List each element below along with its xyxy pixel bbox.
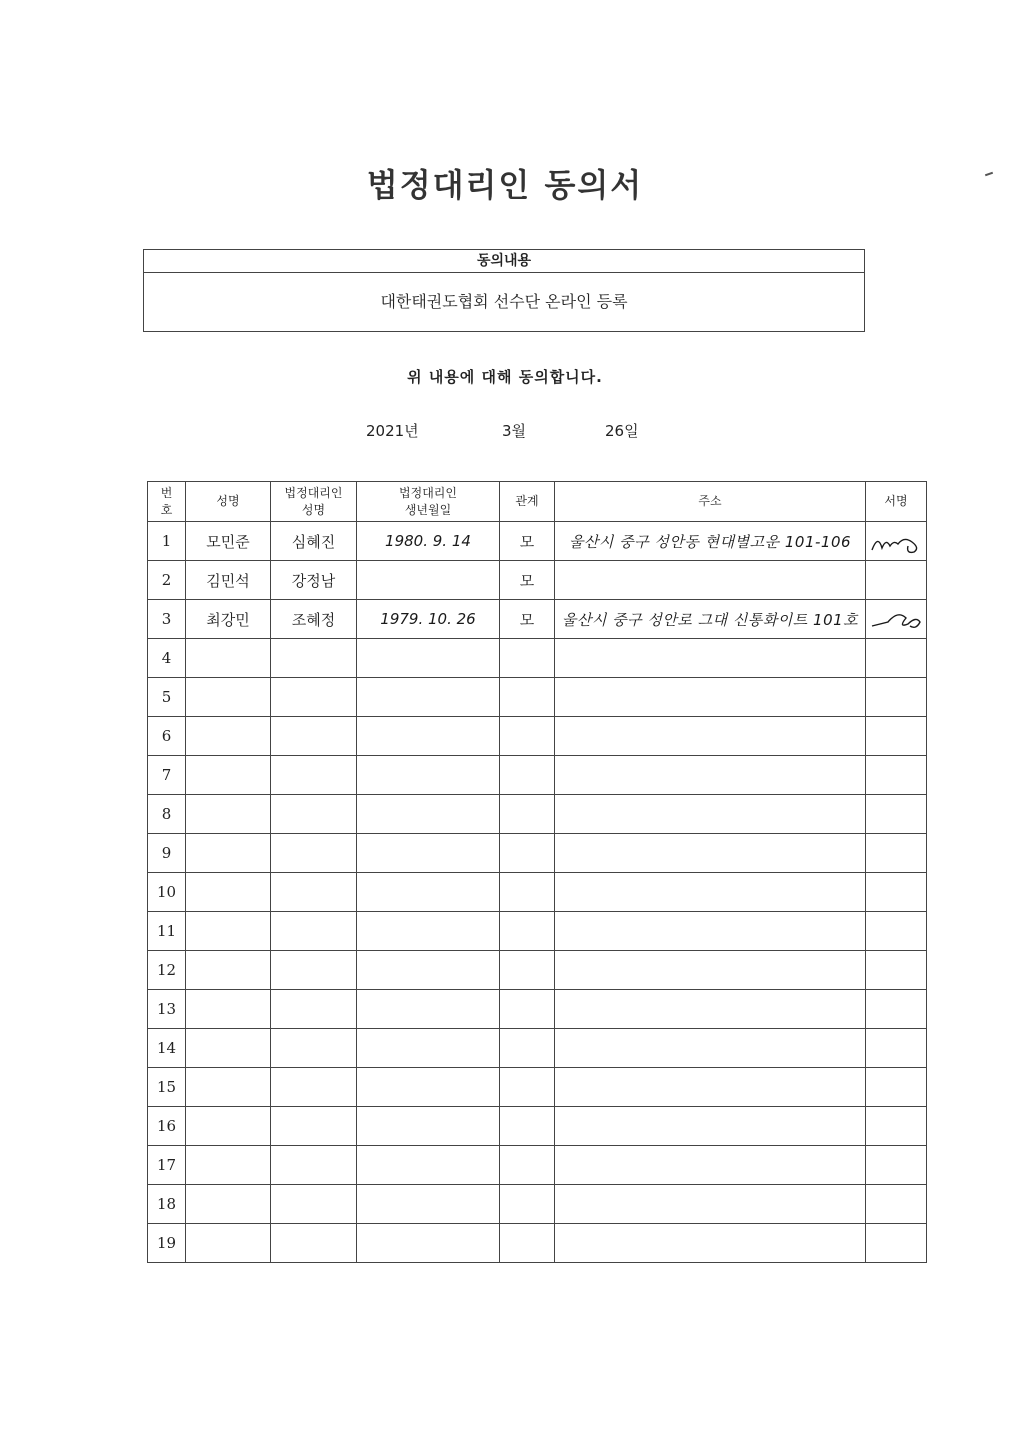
cell-no: 14 bbox=[148, 1029, 186, 1068]
cell-address bbox=[555, 1029, 866, 1068]
page-title: 법정대리인 동의서 bbox=[366, 166, 644, 204]
cell-guardian-name bbox=[271, 873, 357, 912]
cell-address bbox=[555, 912, 866, 951]
table-row bbox=[148, 795, 927, 834]
table-header-row bbox=[148, 482, 927, 522]
cell-relation bbox=[500, 717, 555, 756]
cell-guardian-name bbox=[271, 990, 357, 1029]
cell-signature bbox=[866, 678, 927, 717]
cell-relation bbox=[500, 639, 555, 678]
cell-relation: 모 bbox=[500, 600, 555, 639]
header-name bbox=[186, 482, 271, 522]
cell-address: 울산시 중구 성안로 그대 신통화이트 101호 bbox=[555, 600, 866, 639]
cell-address bbox=[555, 834, 866, 873]
cell-no: 4 bbox=[148, 639, 186, 678]
cell-address bbox=[555, 639, 866, 678]
cell-guardian-birth bbox=[357, 1068, 500, 1107]
cell-guardian-birth bbox=[357, 1029, 500, 1068]
cell-relation: 모 bbox=[500, 561, 555, 600]
cell-guardian-birth bbox=[357, 1185, 500, 1224]
header-address-label: 주소 bbox=[698, 494, 722, 508]
cell-address: 울산시 중구 성안동 현대별고운 101-106 bbox=[555, 522, 866, 561]
cell-no: 12 bbox=[148, 951, 186, 990]
cell-guardian-name bbox=[271, 1068, 357, 1107]
table-row bbox=[148, 834, 927, 873]
cell-guardian-birth bbox=[357, 561, 500, 600]
cell-relation bbox=[500, 912, 555, 951]
cell-address bbox=[555, 990, 866, 1029]
cell-name bbox=[186, 1185, 271, 1224]
cell-guardian-name bbox=[271, 1185, 357, 1224]
cell-address bbox=[555, 561, 866, 600]
cell-address bbox=[555, 795, 866, 834]
handwritten-signature bbox=[868, 526, 924, 556]
cell-guardian-name bbox=[271, 1224, 357, 1263]
cell-guardian-name bbox=[271, 717, 357, 756]
cell-no: 7 bbox=[148, 756, 186, 795]
cell-signature bbox=[866, 1068, 927, 1107]
cell-guardian-name bbox=[271, 1146, 357, 1185]
cell-guardian-name bbox=[271, 1029, 357, 1068]
header-name-label: 성명 bbox=[216, 494, 240, 508]
cell-relation bbox=[500, 990, 555, 1029]
cell-name bbox=[186, 990, 271, 1029]
cell-signature bbox=[866, 990, 927, 1029]
cell-guardian-name bbox=[271, 951, 357, 990]
cell-signature bbox=[866, 951, 927, 990]
cell-relation: 모 bbox=[500, 522, 555, 561]
cell-guardian-name: 조혜정 bbox=[271, 600, 357, 639]
cell-no: 1 bbox=[148, 522, 186, 561]
cell-signature bbox=[866, 1107, 927, 1146]
cell-guardian-name: 강정남 bbox=[271, 561, 357, 600]
table-row bbox=[148, 639, 927, 678]
cell-name bbox=[186, 951, 271, 990]
cell-name bbox=[186, 639, 271, 678]
date-year: 2021년 bbox=[366, 422, 419, 440]
cell-address bbox=[555, 1107, 866, 1146]
cell-address bbox=[555, 1185, 866, 1224]
cell-guardian-birth bbox=[357, 639, 500, 678]
cell-no: 19 bbox=[148, 1224, 186, 1263]
cell-signature bbox=[866, 1224, 927, 1263]
cell-guardian-birth: 1980. 9. 14 bbox=[357, 522, 500, 561]
table-row bbox=[148, 561, 927, 600]
cell-signature bbox=[866, 834, 927, 873]
table-row bbox=[148, 756, 927, 795]
cell-relation bbox=[500, 756, 555, 795]
cell-guardian-birth bbox=[357, 834, 500, 873]
cell-guardian-name bbox=[271, 834, 357, 873]
cell-guardian-name bbox=[271, 912, 357, 951]
header-guardian-birth-label: 법정대리인 생년월일 bbox=[399, 485, 457, 517]
table-row bbox=[148, 1224, 927, 1263]
cell-no: 9 bbox=[148, 834, 186, 873]
table-row bbox=[148, 1068, 927, 1107]
cell-guardian-birth bbox=[357, 678, 500, 717]
cell-no: 8 bbox=[148, 795, 186, 834]
cell-guardian-birth bbox=[357, 717, 500, 756]
cell-relation bbox=[500, 1185, 555, 1224]
table-row bbox=[148, 600, 927, 639]
cell-address bbox=[555, 873, 866, 912]
cell-relation bbox=[500, 834, 555, 873]
cell-signature bbox=[866, 639, 927, 678]
cell-guardian-name bbox=[271, 1107, 357, 1146]
cell-relation bbox=[500, 1107, 555, 1146]
cell-relation bbox=[500, 678, 555, 717]
table-body bbox=[148, 522, 927, 1263]
cell-address bbox=[555, 756, 866, 795]
cell-signature bbox=[866, 795, 927, 834]
cell-guardian-birth bbox=[357, 912, 500, 951]
cell-guardian-birth: 1979. 10. 26 bbox=[357, 600, 500, 639]
header-signature bbox=[866, 482, 927, 522]
cell-signature bbox=[866, 561, 927, 600]
table-row bbox=[148, 1185, 927, 1224]
table-row bbox=[148, 912, 927, 951]
cell-name bbox=[186, 678, 271, 717]
cell-name bbox=[186, 912, 271, 951]
agreement-statement: 위 내용에 대해 동의합니다. bbox=[407, 368, 603, 386]
cell-relation bbox=[500, 1029, 555, 1068]
cell-name: 모민준 bbox=[186, 522, 271, 561]
header-address bbox=[555, 482, 866, 522]
cell-guardian-name bbox=[271, 795, 357, 834]
cell-no: 3 bbox=[148, 600, 186, 639]
cell-name bbox=[186, 756, 271, 795]
table-row bbox=[148, 1146, 927, 1185]
cell-name bbox=[186, 1107, 271, 1146]
cell-signature bbox=[866, 1185, 927, 1224]
cell-signature bbox=[866, 600, 927, 639]
cell-guardian-name: 심혜진 bbox=[271, 522, 357, 561]
cell-name bbox=[186, 1029, 271, 1068]
cell-name bbox=[186, 1068, 271, 1107]
cell-guardian-name bbox=[271, 756, 357, 795]
cell-no: 17 bbox=[148, 1146, 186, 1185]
cell-name bbox=[186, 717, 271, 756]
header-no-label: 번 호 bbox=[160, 485, 173, 517]
cell-address bbox=[555, 717, 866, 756]
cell-guardian-birth bbox=[357, 1146, 500, 1185]
cell-no: 5 bbox=[148, 678, 186, 717]
cell-signature bbox=[866, 717, 927, 756]
cell-name: 최강민 bbox=[186, 600, 271, 639]
cell-relation bbox=[500, 795, 555, 834]
cell-address bbox=[555, 1068, 866, 1107]
handwritten-signature bbox=[868, 604, 924, 634]
cell-relation bbox=[500, 873, 555, 912]
cell-signature bbox=[866, 756, 927, 795]
cell-no: 15 bbox=[148, 1068, 186, 1107]
guardian-roster-table bbox=[147, 481, 927, 1263]
cell-guardian-name bbox=[271, 678, 357, 717]
cell-name bbox=[186, 1224, 271, 1263]
table-row bbox=[148, 873, 927, 912]
cell-guardian-name bbox=[271, 639, 357, 678]
cell-address bbox=[555, 951, 866, 990]
table-row bbox=[148, 717, 927, 756]
table-row bbox=[148, 678, 927, 717]
header-relation bbox=[500, 482, 555, 522]
cell-name bbox=[186, 834, 271, 873]
cell-address bbox=[555, 678, 866, 717]
header-guardian-name-label: 법정대리인 성명 bbox=[284, 485, 343, 517]
cell-signature bbox=[866, 912, 927, 951]
header-relation-label: 관계 bbox=[515, 494, 539, 508]
cell-name bbox=[186, 1146, 271, 1185]
cell-no: 11 bbox=[148, 912, 186, 951]
cell-guardian-birth bbox=[357, 990, 500, 1029]
cell-no: 13 bbox=[148, 990, 186, 1029]
cell-guardian-birth bbox=[357, 1224, 500, 1263]
header-signature-label: 서명 bbox=[884, 494, 908, 508]
cell-signature bbox=[866, 522, 927, 561]
table-row bbox=[148, 522, 927, 561]
table-row bbox=[148, 951, 927, 990]
cell-relation bbox=[500, 951, 555, 990]
cell-no: 18 bbox=[148, 1185, 186, 1224]
cell-guardian-birth bbox=[357, 951, 500, 990]
cell-signature bbox=[866, 1146, 927, 1185]
cell-guardian-birth bbox=[357, 795, 500, 834]
cell-name bbox=[186, 873, 271, 912]
date-month: 3월 bbox=[502, 422, 527, 440]
consent-content: 대한태권도협회 선수단 온라인 등록 bbox=[380, 292, 628, 311]
table-row bbox=[148, 1107, 927, 1146]
cell-no: 2 bbox=[148, 561, 186, 600]
cell-name: 김민석 bbox=[186, 561, 271, 600]
cell-relation bbox=[500, 1146, 555, 1185]
table-row bbox=[148, 990, 927, 1029]
table-row bbox=[148, 1029, 927, 1068]
cell-no: 10 bbox=[148, 873, 186, 912]
date-day: 26일 bbox=[605, 422, 639, 440]
cell-relation bbox=[500, 1224, 555, 1263]
header-no bbox=[148, 482, 186, 522]
header-guardian-name bbox=[271, 482, 357, 522]
consent-heading: 동의내용 bbox=[144, 250, 864, 273]
cell-guardian-birth bbox=[357, 873, 500, 912]
cell-signature bbox=[866, 1029, 927, 1068]
header-guardian-birth bbox=[357, 482, 500, 522]
cell-guardian-birth bbox=[357, 1107, 500, 1146]
cell-address bbox=[555, 1224, 866, 1263]
cell-signature bbox=[866, 873, 927, 912]
cell-relation bbox=[500, 1068, 555, 1107]
cell-name bbox=[186, 795, 271, 834]
cell-guardian-birth bbox=[357, 756, 500, 795]
cell-address bbox=[555, 1146, 866, 1185]
consent-box bbox=[143, 249, 865, 332]
cell-no: 6 bbox=[148, 717, 186, 756]
cell-no: 16 bbox=[148, 1107, 186, 1146]
